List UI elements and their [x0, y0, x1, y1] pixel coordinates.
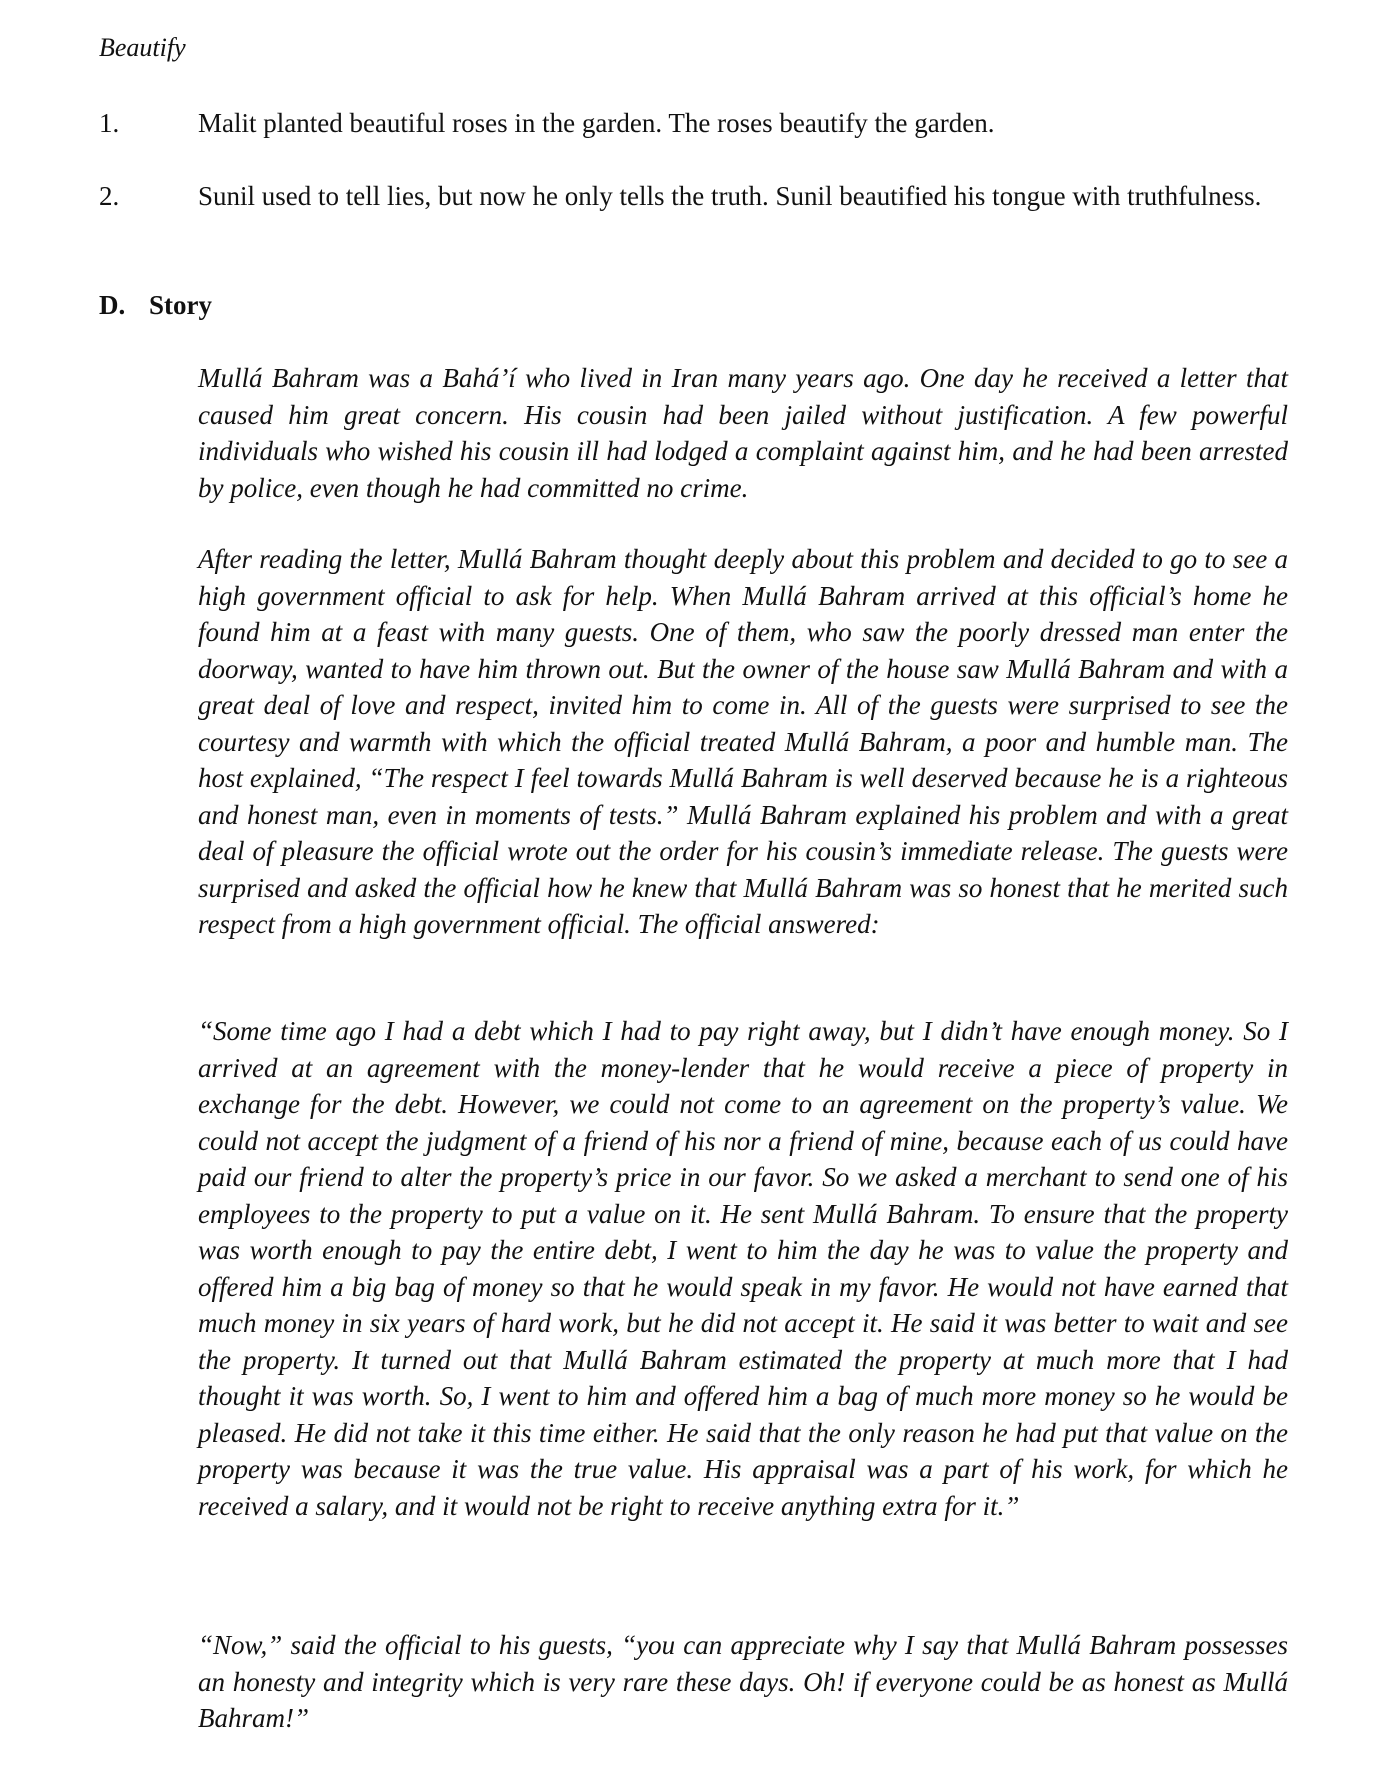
word-heading: Beautify: [99, 33, 186, 62]
story-paragraph-text: After reading the letter, Mullá Bahram thought deeply about this problem and decided to go to see a high government official to ask for help. When Mullá Bahram arrived at this official’s home he found him at a feast with many guests. One of them, who saw the poorly dressed man enter the doorway, wanted to have him thrown out. But the owner of the house saw Mullá Bahram and with a great deal of love and respect, invited him to come in. All of the guests were surprised to see the courtesy and warmth with which the official treated Mullá Bahram, a poor and humble man. The host explained, “The respect I feel towards Mullá Bahram is well deserved because he is a righteous and honest man, even in moments of tests.” Mullá Bahram explained his problem and with a great deal of pleasure the official wrote out the order for his cousin’s immediate release. The guests were surprised and asked the official how he knew that Mullá Bahram was so honest that he merited such respect from a high government official. The official answered:: [198, 544, 1288, 939]
section-title: Story: [149, 290, 212, 320]
story-paragraph: [198, 1013, 1288, 1524]
example-number: 2.: [99, 181, 120, 211]
example-text: Sunil used to tell lies, but now he only tells the truth. Sunil beautified his tongue with truthfulness.: [198, 181, 1262, 211]
story-paragraph-text: “Now,” said the official to his guests, “you can appreciate why I say that Mullá Bahram possesses an honesty and integrity which is very rare these days. Oh! if everyone could be as honest as Mullá Bahram!”: [198, 1630, 1288, 1733]
story-paragraph-text: “Some time ago I had a debt which I had to pay right away, but I didn’t have enough money. So I arrived at an agreement with the money-lender that he would receive a piece of property in exchange for the debt. However, we could not come to an agreement on the property’s value. We could not accept the judgment of a friend of his nor a friend of mine, because each of us could have paid our friend to alter the property’s price in our favor. So we asked a merchant to send one of his employees to the property to put a value on it. He sent Mullá Bahram. To ensure that the property was worth enough to pay the entire debt, I went to him the day he was to value the property and offered him a big bag of money so that he would speak in my favor. He would not have earned that much money in six years of hard work, but he did not accept it. He said it was better to wait and see the property. It turned out that Mullá Bahram estimated the property at much more that I had thought it was worth. So, I went to him and offered him a bag of much more money so he would be pleased. He did not take it this time either. He said that the only reason he had put that value on the property was because it was the true value. His appraisal was a part of his work, for which he received a salary, and it would not be right to receive anything extra for it.”: [198, 1016, 1288, 1521]
example-text: Malit planted beautiful roses in the garden. The roses beautify the garden.: [198, 108, 995, 138]
section-letter: D.: [99, 290, 126, 320]
example-number: 1.: [99, 108, 120, 138]
story-paragraph: [198, 360, 1288, 506]
story-paragraph: [198, 541, 1288, 943]
story-paragraph: [198, 1627, 1288, 1737]
section-heading: [99, 287, 212, 323]
story-paragraph-text: Mullá Bahram was a Bahá’í who lived in Iran many years ago. One day he received a letter that caused him great concern. His cousin had been jailed without justification. A few powerful individuals who wished his cousin ill had lodged a complaint against him, and he had been arrested by police, even though he had committed no crime.: [198, 363, 1288, 503]
